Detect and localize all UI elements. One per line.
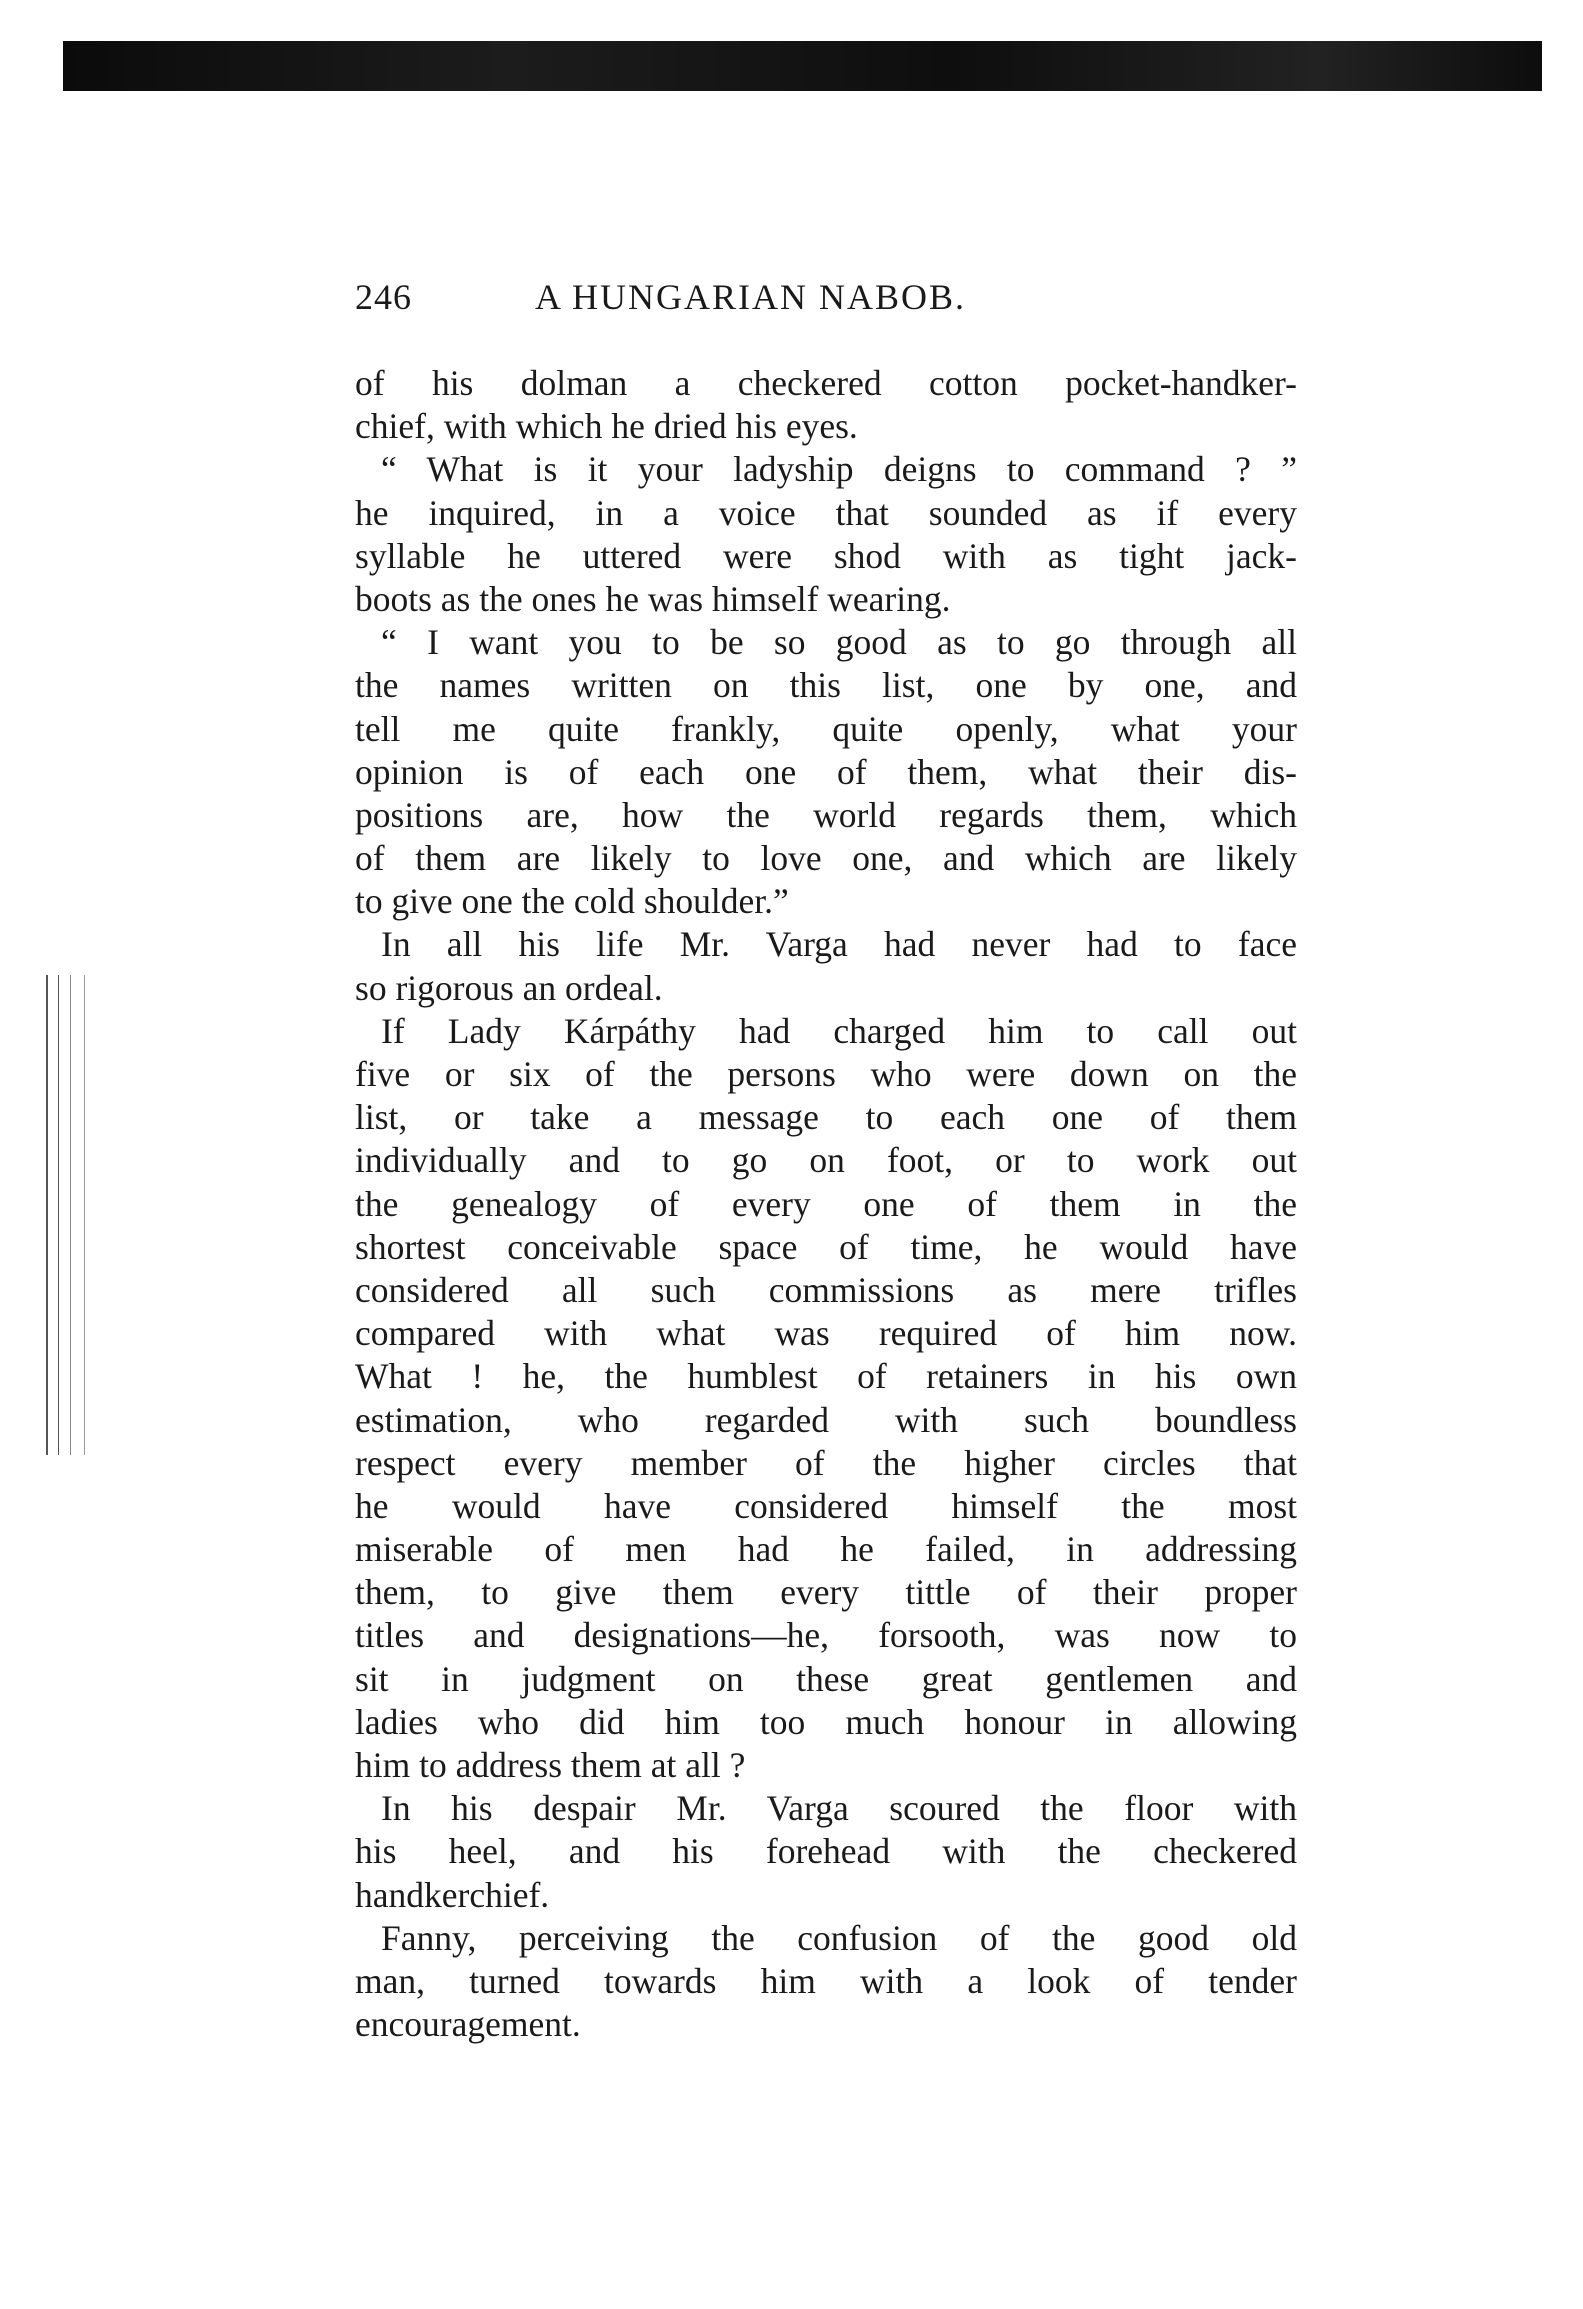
body-text [355, 362, 1297, 2046]
scan-left-edge-line [84, 975, 85, 1455]
scan-top-edge [63, 41, 1542, 91]
text-line: tell me quite frankly, quite openly, what your [355, 708, 1297, 749]
text-line: syllable he uttered were shod with as tight jack- [355, 535, 1297, 576]
text-line: In his despair Mr. Varga scoured the floor with [381, 1788, 1297, 1829]
paragraph [355, 362, 1297, 448]
text-line: titles and designations—he, forsooth, was now to [355, 1615, 1297, 1656]
text-line: he inquired, in a voice that sounded as if every [355, 492, 1297, 533]
scan-left-edge-line [58, 975, 59, 1455]
text-line: respect every member of the higher circles that [355, 1442, 1297, 1483]
text-line: estimation, who regarded with such boundless [355, 1399, 1297, 1440]
text-line: Fanny, perceiving the confusion of the good old [381, 1917, 1297, 1958]
text-line: shortest conceivable space of time, he would have [355, 1226, 1297, 1267]
text-line: man, turned towards him with a look of tender [355, 1960, 1297, 2001]
text-line: five or six of the persons who were down on the [355, 1054, 1297, 1094]
text-line: “ What is it your ladyship deigns to command ? ” [381, 449, 1297, 490]
text-line: If Lady Kárpáthy had charged him to call out [381, 1010, 1297, 1051]
text-line: What ! he, the humblest of retainers in his own [355, 1356, 1297, 1397]
scan-left-edge-line [70, 975, 71, 1455]
text-line: list, or take a message to each one of them [355, 1097, 1297, 1138]
paragraph [355, 923, 1297, 1009]
text-line: his heel, and his forehead with the checkered [355, 1831, 1297, 1872]
paragraph [355, 1787, 1297, 1917]
scan-left-edge-line [46, 975, 48, 1455]
text-line: the names written on this list, one by one, and [355, 665, 1297, 706]
text-line: so rigorous an ordeal. [355, 967, 663, 1008]
text-line: boots as the ones he was himself wearing. [355, 578, 951, 619]
text-line: he would have considered himself the most [355, 1485, 1297, 1526]
paragraph [355, 448, 1297, 621]
paragraph [355, 1010, 1297, 1787]
paragraph [355, 1917, 1297, 2047]
text-line: him to address them at all ? [355, 1745, 746, 1785]
text-line: to give one the cold shoulder.” [355, 881, 789, 922]
text-line: the genealogy of every one of them in the [355, 1183, 1297, 1224]
text-line: ladies who did him too much honour in allowing [355, 1701, 1297, 1742]
text-line: handkerchief. [355, 1874, 550, 1915]
running-title: A HUNGARIAN NABOB. [535, 277, 967, 317]
text-line: positions are, how the world regards them, which [355, 794, 1297, 835]
text-line: miserable of men had he failed, in addressing [355, 1529, 1297, 1570]
text-line: In all his life Mr. Varga had never had to face [381, 924, 1297, 965]
text-line: compared with what was required of him now. [355, 1313, 1297, 1354]
text-line: opinion is of each one of them, what their dis- [355, 751, 1297, 792]
text-line: encouragement. [355, 2004, 581, 2045]
text-line: sit in judgment on these great gentlemen and [355, 1658, 1297, 1699]
text-line: chief, with which he dried his eyes. [355, 406, 858, 447]
text-line: of his dolman a checkered cotton pocket-handker- [355, 363, 1297, 403]
text-line: considered all such commissions as mere trifles [355, 1269, 1297, 1310]
paragraph [355, 621, 1297, 923]
text-line: individually and to go on foot, or to work out [355, 1140, 1297, 1181]
text-line: of them are likely to love one, and which are likely [355, 838, 1297, 879]
text-line: them, to give them every tittle of their proper [355, 1572, 1297, 1613]
page-number: 246 [355, 277, 412, 317]
page-header [355, 276, 1297, 324]
text-line: “ I want you to be so good as to go through all [381, 622, 1297, 663]
